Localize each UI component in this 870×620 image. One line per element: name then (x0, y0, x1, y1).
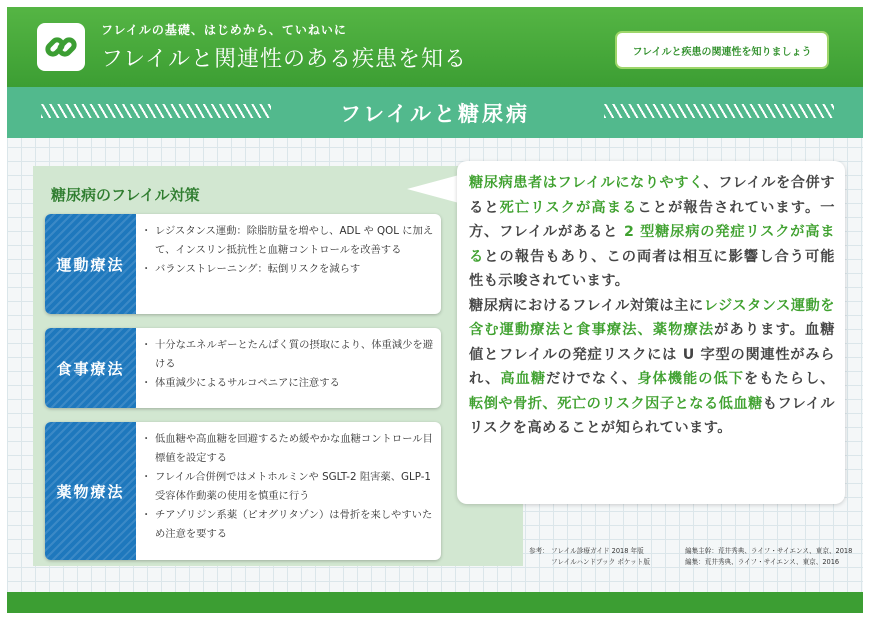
therapy-label: 薬物療法 (45, 422, 136, 560)
footer-bar (7, 592, 863, 613)
header (7, 7, 863, 87)
disease-relation-button[interactable]: フレイルと疾患の関連性を知りましょう (615, 31, 829, 69)
highlight-text: 高血糖 (500, 371, 547, 387)
therapy-label: 食事療法 (45, 328, 136, 408)
references (529, 546, 852, 568)
reference-label: 参考： (529, 547, 549, 555)
list-item: ・ レジスタンス運動：除脂肪量を増やし、ADL や QOL に加えて、インスリン抵抗性と血糖コントロールを改善する (145, 222, 435, 260)
highlight-text: 糖尿病患者はフレイルになりやすく (469, 175, 704, 191)
therapy-list (145, 222, 435, 279)
reference-row (529, 546, 852, 557)
therapy-card-diet (45, 328, 441, 408)
list-item: ・ フレイル合併例ではメトホルミンや SGLT-2 阻害薬、GLP-1 受容体作動薬の使用を慎重に行う (145, 468, 435, 506)
section-title: フレイルと糖尿病 (339, 102, 531, 126)
reference-editor: 荒井秀典、ライフ・サイエンス、東京、2016 (704, 558, 840, 566)
therapy-card-exercise (45, 214, 441, 314)
therapy-list (145, 430, 435, 544)
reference-row (529, 557, 852, 568)
highlight-text: レジスタンス運動を含む運動療法と食事療法、薬物療法 (469, 297, 835, 338)
therapy-card-drug (45, 422, 441, 560)
highlight-text: 死亡リスクが高まる (499, 199, 638, 216)
body-text: 糖尿病におけるフレイル対策は主に (469, 297, 704, 314)
panel-title: 糖尿病のフレイル対策 (51, 186, 200, 204)
body-text: もフレイルリスクを高めることが知られています。 (469, 395, 836, 436)
header-subtitle: フレイルの基礎、はじめから、ていねいに (101, 23, 347, 37)
explanation-bubble (457, 161, 845, 504)
body-text: だけでなく、 (546, 371, 638, 387)
page-frame (7, 7, 863, 613)
highlight-text: 身体機能の低下 (637, 371, 745, 387)
highlight-text: 2 型糖尿病の発症リスクが高まる (469, 224, 835, 265)
reference-editor: 荒井秀典、ライフ・サイエンス、東京、2018 (717, 547, 853, 555)
body-text: との報告もあり、この両者は相互に影響し合う可能性も示唆されています。 (469, 248, 835, 289)
body-text: 、フレイルを合併すると (469, 175, 835, 216)
explanation-text (469, 171, 835, 441)
slash-decoration-right (604, 104, 834, 118)
therapy-list (145, 336, 435, 393)
reference-editor-label: 編集： (685, 558, 705, 566)
body-text: をもたらし、 (744, 371, 835, 387)
list-item: ・ 体重減少によるサルコペニアに注意する (145, 374, 435, 393)
reference-editor-label: 編集主幹： (685, 547, 718, 555)
slash-decoration-left (41, 104, 271, 118)
therapy-label: 運動療法 (45, 214, 136, 314)
chain-link-icon (37, 23, 85, 71)
highlight-text: 転倒や骨折、死亡のリスク因子となる低血糖 (469, 395, 763, 412)
list-item: ・ 十分なエネルギーとたんぱく質の摂取により、体重減少を避ける (145, 336, 435, 374)
list-item: ・ バランストレーニング：転倒リスクを減らす (145, 260, 435, 279)
page-title: フレイルと関連性のある疾患を知る (101, 47, 468, 72)
list-item: ・ チアゾリジン系薬（ピオグリタゾン）は骨折を来しやすいため注意を要する (145, 506, 435, 544)
reference-title: フレイルハンドブック ポケット版 (551, 558, 650, 566)
body-text: ことが報告されています。一方、フレイルがあると (469, 199, 835, 240)
body-text: があります。血糖値とフレイルの発症リスクには U 字型の関連性がみられ、 (469, 322, 835, 387)
title-band (7, 87, 863, 138)
reference-title: フレイル診療ガイド 2018 年版 (551, 547, 644, 555)
speech-bubble-tail (407, 175, 459, 203)
list-item: ・ 低血糖や高血糖を回避するため緩やかな血糖コントロール目標値を設定する (145, 430, 435, 468)
countermeasure-panel (33, 166, 523, 566)
